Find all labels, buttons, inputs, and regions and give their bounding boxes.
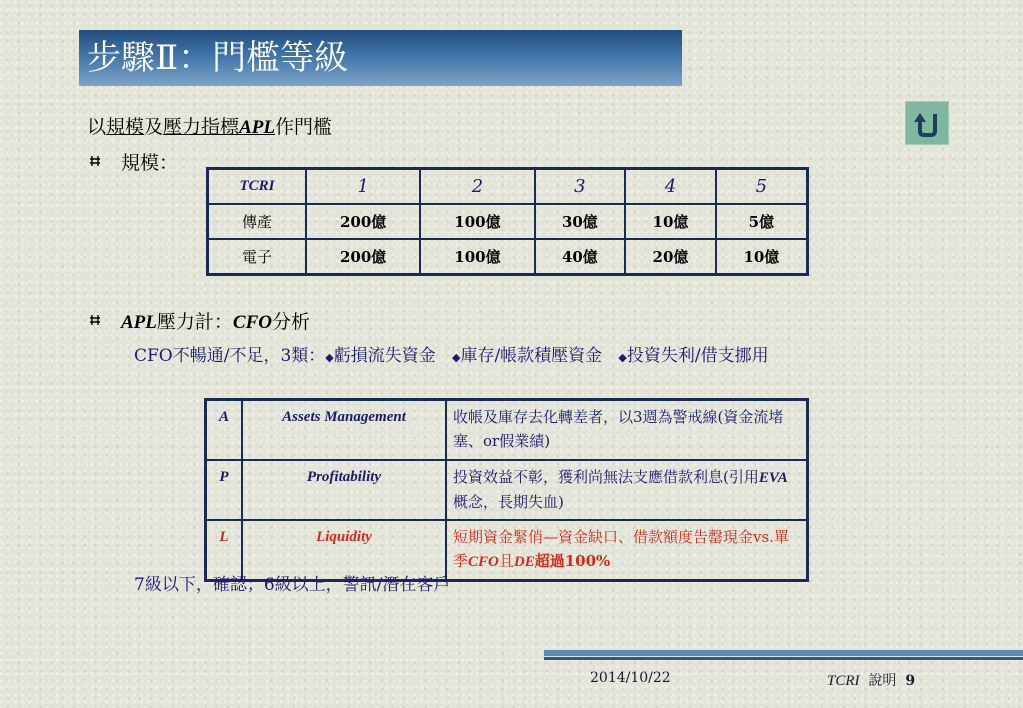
- size-table-header-label: TCRI: [208, 169, 307, 205]
- bullet-size-label: 規模：: [121, 152, 179, 174]
- intro-and: 及: [144, 116, 164, 138]
- bullet-icon: [90, 156, 100, 166]
- size-cell: 200億: [306, 204, 420, 239]
- apl-letter: L: [206, 520, 243, 581]
- apl-desc: 收帳及庫存去化轉差者，以3週為警戒線(資金流堵塞、or假業績): [446, 400, 808, 461]
- apl-desc-and: 且: [498, 552, 514, 570]
- cfo-line: [134, 341, 769, 366]
- diamond-icon: ◆: [325, 351, 334, 364]
- page-number: 9: [905, 673, 916, 689]
- industry-label: 電子: [208, 239, 307, 275]
- size-cell: 10億: [716, 239, 808, 275]
- size-table: [206, 167, 809, 276]
- bullet-cfo: CFO: [232, 312, 272, 333]
- industry-label: 傳產: [208, 204, 307, 239]
- size-cell: 20億: [625, 239, 716, 275]
- intro-stress: 壓力指標: [163, 116, 240, 138]
- level-cell: 4: [625, 169, 716, 205]
- size-cell: 100億: [420, 204, 534, 239]
- apl-letter: P: [206, 460, 243, 520]
- table-row: [208, 239, 808, 275]
- size-cell: 200億: [306, 239, 420, 275]
- table-row: [208, 204, 808, 239]
- title-bar: [79, 30, 682, 86]
- bullet-apl: APL: [121, 312, 157, 333]
- size-table-header-row: [208, 169, 808, 205]
- apl-desc-part: 概念，長期失血): [453, 493, 564, 511]
- size-cell: 5億: [716, 204, 808, 239]
- intro-size: 規模: [106, 116, 145, 138]
- cfo-item-1: 虧損流失資金: [333, 346, 436, 366]
- conclusion-line: 7級以下，確認；6級以上，警訊/潛在客戶: [134, 575, 451, 595]
- return-arrow-icon: [911, 107, 943, 139]
- diamond-icon: ◆: [618, 351, 627, 364]
- apl-desc-de: DE: [513, 554, 535, 570]
- level-cell: 2: [420, 169, 534, 205]
- footer-date: 2014/10/22: [590, 670, 671, 686]
- level-cell: 1: [306, 169, 420, 205]
- bullet-icon: [90, 315, 100, 325]
- bullet-stress: 壓力計：: [156, 311, 233, 333]
- bullet-analysis: 分析: [271, 311, 310, 333]
- intro-apl: APL: [239, 117, 275, 138]
- footer-brand-line: [827, 670, 915, 690]
- return-button[interactable]: [905, 101, 949, 145]
- cfo-prefix: CFO不暢通/不足，3類：: [134, 346, 326, 366]
- intro-suffix: 作門檻: [274, 116, 332, 138]
- bullet-apl-line: [121, 307, 310, 334]
- apl-desc: [446, 520, 808, 581]
- apl-desc: [446, 460, 808, 520]
- footer-divider: [544, 657, 1023, 660]
- table-row: [206, 400, 808, 461]
- apl-desc-cfo: CFO: [468, 554, 499, 570]
- footer-divider: [544, 650, 1023, 656]
- footer-label: 說明: [868, 673, 897, 689]
- size-cell: 30億: [535, 204, 626, 239]
- level-cell: 5: [716, 169, 808, 205]
- apl-desc-eva: EVA: [758, 470, 788, 486]
- diamond-icon: ◆: [451, 351, 461, 364]
- size-cell: 40億: [535, 239, 626, 275]
- apl-desc-part: 超過100%: [534, 552, 611, 570]
- intro-prefix: 以: [87, 116, 107, 138]
- apl-desc-part: 短期資金緊俏—資金缺口、借款額度告罄現金vs.單季: [453, 528, 789, 570]
- intro-line: [87, 112, 332, 139]
- footer-brand: TCRI: [827, 673, 860, 689]
- cfo-item-3: 投資失利/借支挪用: [626, 346, 769, 366]
- cfo-item-2: 庫存/帳款積壓資金: [460, 346, 603, 366]
- apl-name: Liquidity: [242, 520, 446, 581]
- page-title: 步驟Ⅱ：門檻等級: [87, 38, 349, 78]
- size-cell: 10億: [625, 204, 716, 239]
- level-cell: 3: [535, 169, 626, 205]
- apl-table: [204, 398, 809, 582]
- apl-name: Profitability: [242, 460, 446, 520]
- table-row: [206, 460, 808, 520]
- apl-letter: A: [206, 400, 243, 461]
- apl-desc-part: 投資效益不彰，獲利尚無法支應借款利息(引用: [453, 468, 759, 486]
- size-cell: 100億: [420, 239, 534, 275]
- apl-name: Assets Management: [242, 400, 446, 461]
